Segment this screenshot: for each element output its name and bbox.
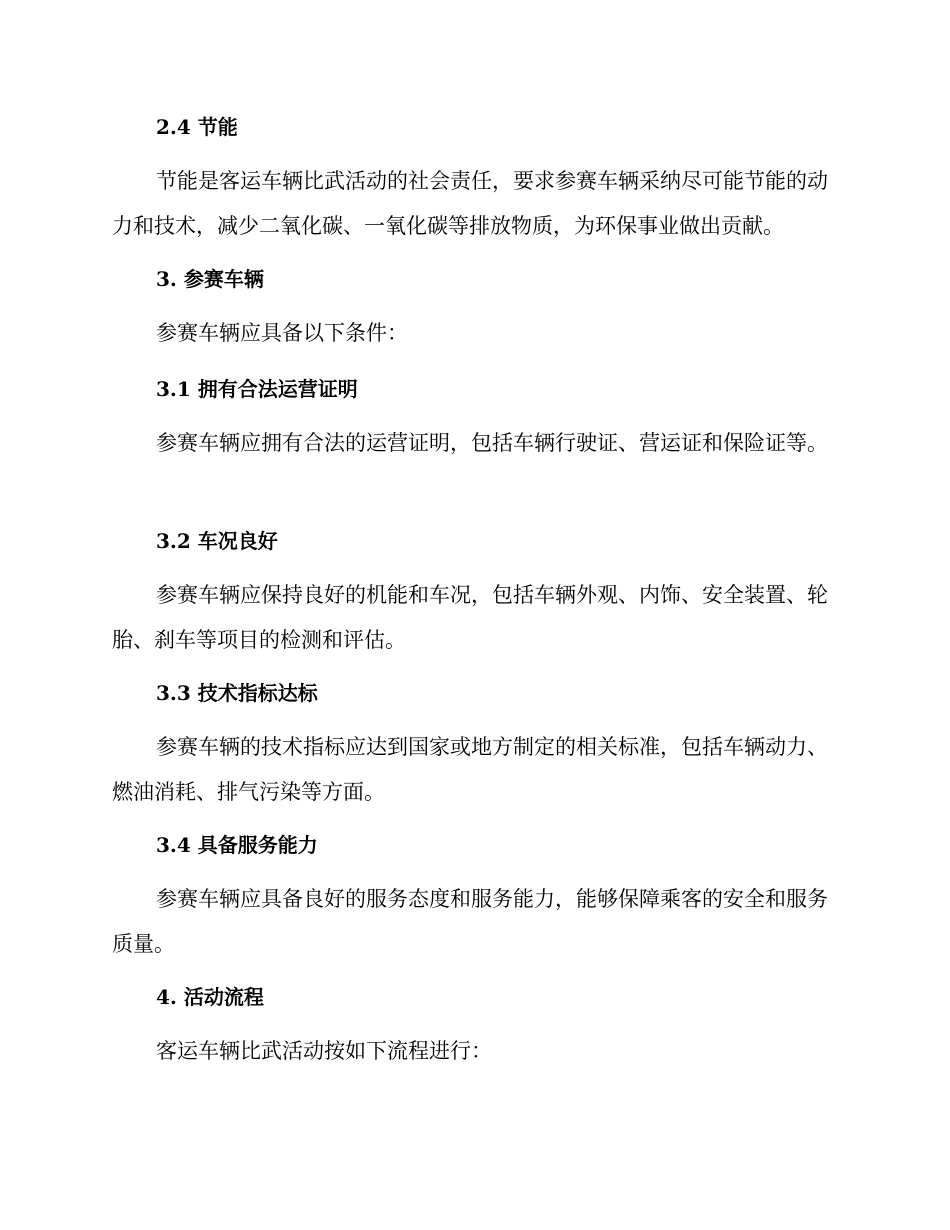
paragraph-vehicle-condition: 参赛车辆应保持良好的机能和车况，包括车辆外观、内饰、安全装置、轮胎、刹车等项目的检测和评估。 bbox=[112, 583, 828, 652]
section-heading-4: 4. 活动流程 bbox=[156, 985, 264, 1009]
paragraph-service-capability: 参赛车辆应具备良好的服务态度和服务能力，能够保障乘客的安全和服务质量。 bbox=[112, 887, 828, 956]
paragraph-energy-saving: 节能是客运车辆比武活动的社会责任，要求参赛车辆采纳尽可能节能的动力和技术，减少二氧化碳、一氧化碳等排放物质，为环保事业做出贡献。 bbox=[112, 169, 828, 238]
section-heading-3-2: 3.2 车况良好 bbox=[156, 529, 278, 553]
section-heading-3-3: 3.3 技术指标达标 bbox=[156, 681, 318, 705]
paragraph-technical-standards: 参赛车辆的技术指标应达到国家或地方制定的相关标准，包括车辆动力、燃油消耗、排气污染等方面。 bbox=[112, 735, 828, 804]
paragraph-conditions-intro: 参赛车辆应具备以下条件： bbox=[156, 321, 408, 345]
paragraph-process-intro: 客运车辆比武活动按如下流程进行： bbox=[156, 1039, 492, 1063]
section-heading-3-4: 3.4 具备服务能力 bbox=[156, 833, 318, 857]
section-heading-3-1: 3.1 拥有合法运营证明 bbox=[156, 377, 358, 401]
section-heading-2-4: 2.4 节能 bbox=[156, 115, 238, 139]
paragraph-legal-license: 参赛车辆应拥有合法的运营证明，包括车辆行驶证、营运证和保险证等。 bbox=[156, 431, 828, 455]
section-heading-3: 3. 参赛车辆 bbox=[156, 267, 264, 291]
